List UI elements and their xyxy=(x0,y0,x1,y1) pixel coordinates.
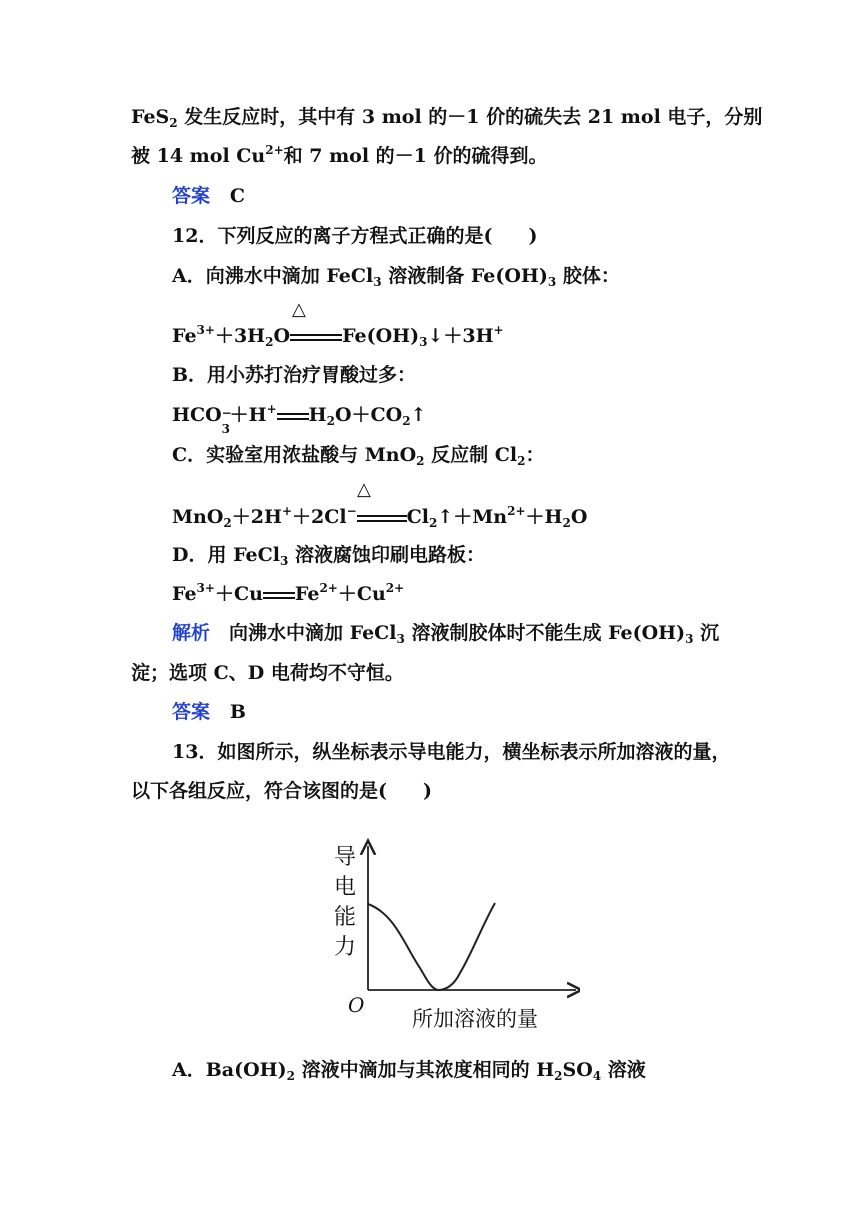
equation-b: HCO − 3 ＋H+ $H_2O+CO_2↑$ xyxy=(172,402,427,436)
y-label-4: 力 xyxy=(334,935,357,960)
answer-value: C xyxy=(229,185,245,207)
answer-label: 答案 xyxy=(172,701,211,723)
origin-label: O xyxy=(348,993,365,1017)
explanation-line-2: 被 14 mol $Cu^{2+}$和 7 mol 的－1 价的硫得到。 xyxy=(131,143,548,167)
equation-c: MnO$_2$＋2H+＋2Cl− $Cl_2↑+Mn^{2+}+H_2O$ xyxy=(172,504,588,530)
explanation-12-cont: 淀；选项 C、D 电荷均不守恒。 xyxy=(131,662,404,684)
y-label-2: 电 xyxy=(334,875,357,900)
option-a: A．向沸水中滴加 FeCl$_3$ 溶液制备 $Fe(OH)_3$ 胶体： xyxy=(172,265,620,289)
option-b: B．用小苏打治疗胃酸过多： xyxy=(172,364,417,386)
question-13-option-a: A．$Ba(OH)_2$ 溶液中滴加与其浓度相同的 $H_2SO_4$ 溶液 xyxy=(172,1059,646,1083)
y-label-1: 导 xyxy=(334,845,357,870)
explanation-label: 解析 xyxy=(172,622,211,644)
explanation-12: 解析 向沸水中滴加 FeCl$_3$ 溶液制胶体时不能生成 $Fe(OH)_3$ 沉 xyxy=(172,622,720,646)
equation-d: $Fe^{3+}+Cu$ $Fe^{2+}+Cu^{2+}$ xyxy=(172,581,405,605)
heat-triangle-a: △ xyxy=(292,299,306,320)
conductivity-figure xyxy=(320,838,580,1038)
equals-sign xyxy=(357,509,407,527)
question-13: 13．如图所示，纵坐标表示导电能力，横坐标表示所加溶液的量， xyxy=(172,741,731,763)
question-13-cont: 以下各组反应，符合该图的是( ) xyxy=(131,780,432,802)
heat-triangle-c: △ xyxy=(357,479,371,500)
answer-value: B xyxy=(229,701,246,723)
equals-sign xyxy=(263,586,295,604)
question-12: 12．下列反应的离子方程式正确的是( ) xyxy=(172,225,538,247)
equals-sign xyxy=(290,328,342,346)
explanation-line-1: FeS$_2$ 发生反应时，其中有 3 mol 的－1 价的硫失去 21 mol 电子，分别 xyxy=(131,106,763,130)
x-axis-label: 所加溶液的量 xyxy=(412,1007,538,1031)
equals-sign xyxy=(277,407,309,425)
conductivity-curve xyxy=(368,903,495,990)
answer-12 xyxy=(172,700,246,724)
option-d: D．用 FeCl$_3$ 溶液腐蚀印刷电路板： xyxy=(172,544,485,568)
option-c: C．实验室用浓盐酸与 MnO$_2$ 反应制 $Cl_2$： xyxy=(172,444,545,468)
y-label-3: 能 xyxy=(334,905,357,930)
answer-11 xyxy=(172,184,245,208)
equation-a: $Fe^{3+}+3H_2O$ $Fe(OH)_3↓+3H^+$ xyxy=(172,323,504,349)
answer-label: 答案 xyxy=(172,185,211,207)
